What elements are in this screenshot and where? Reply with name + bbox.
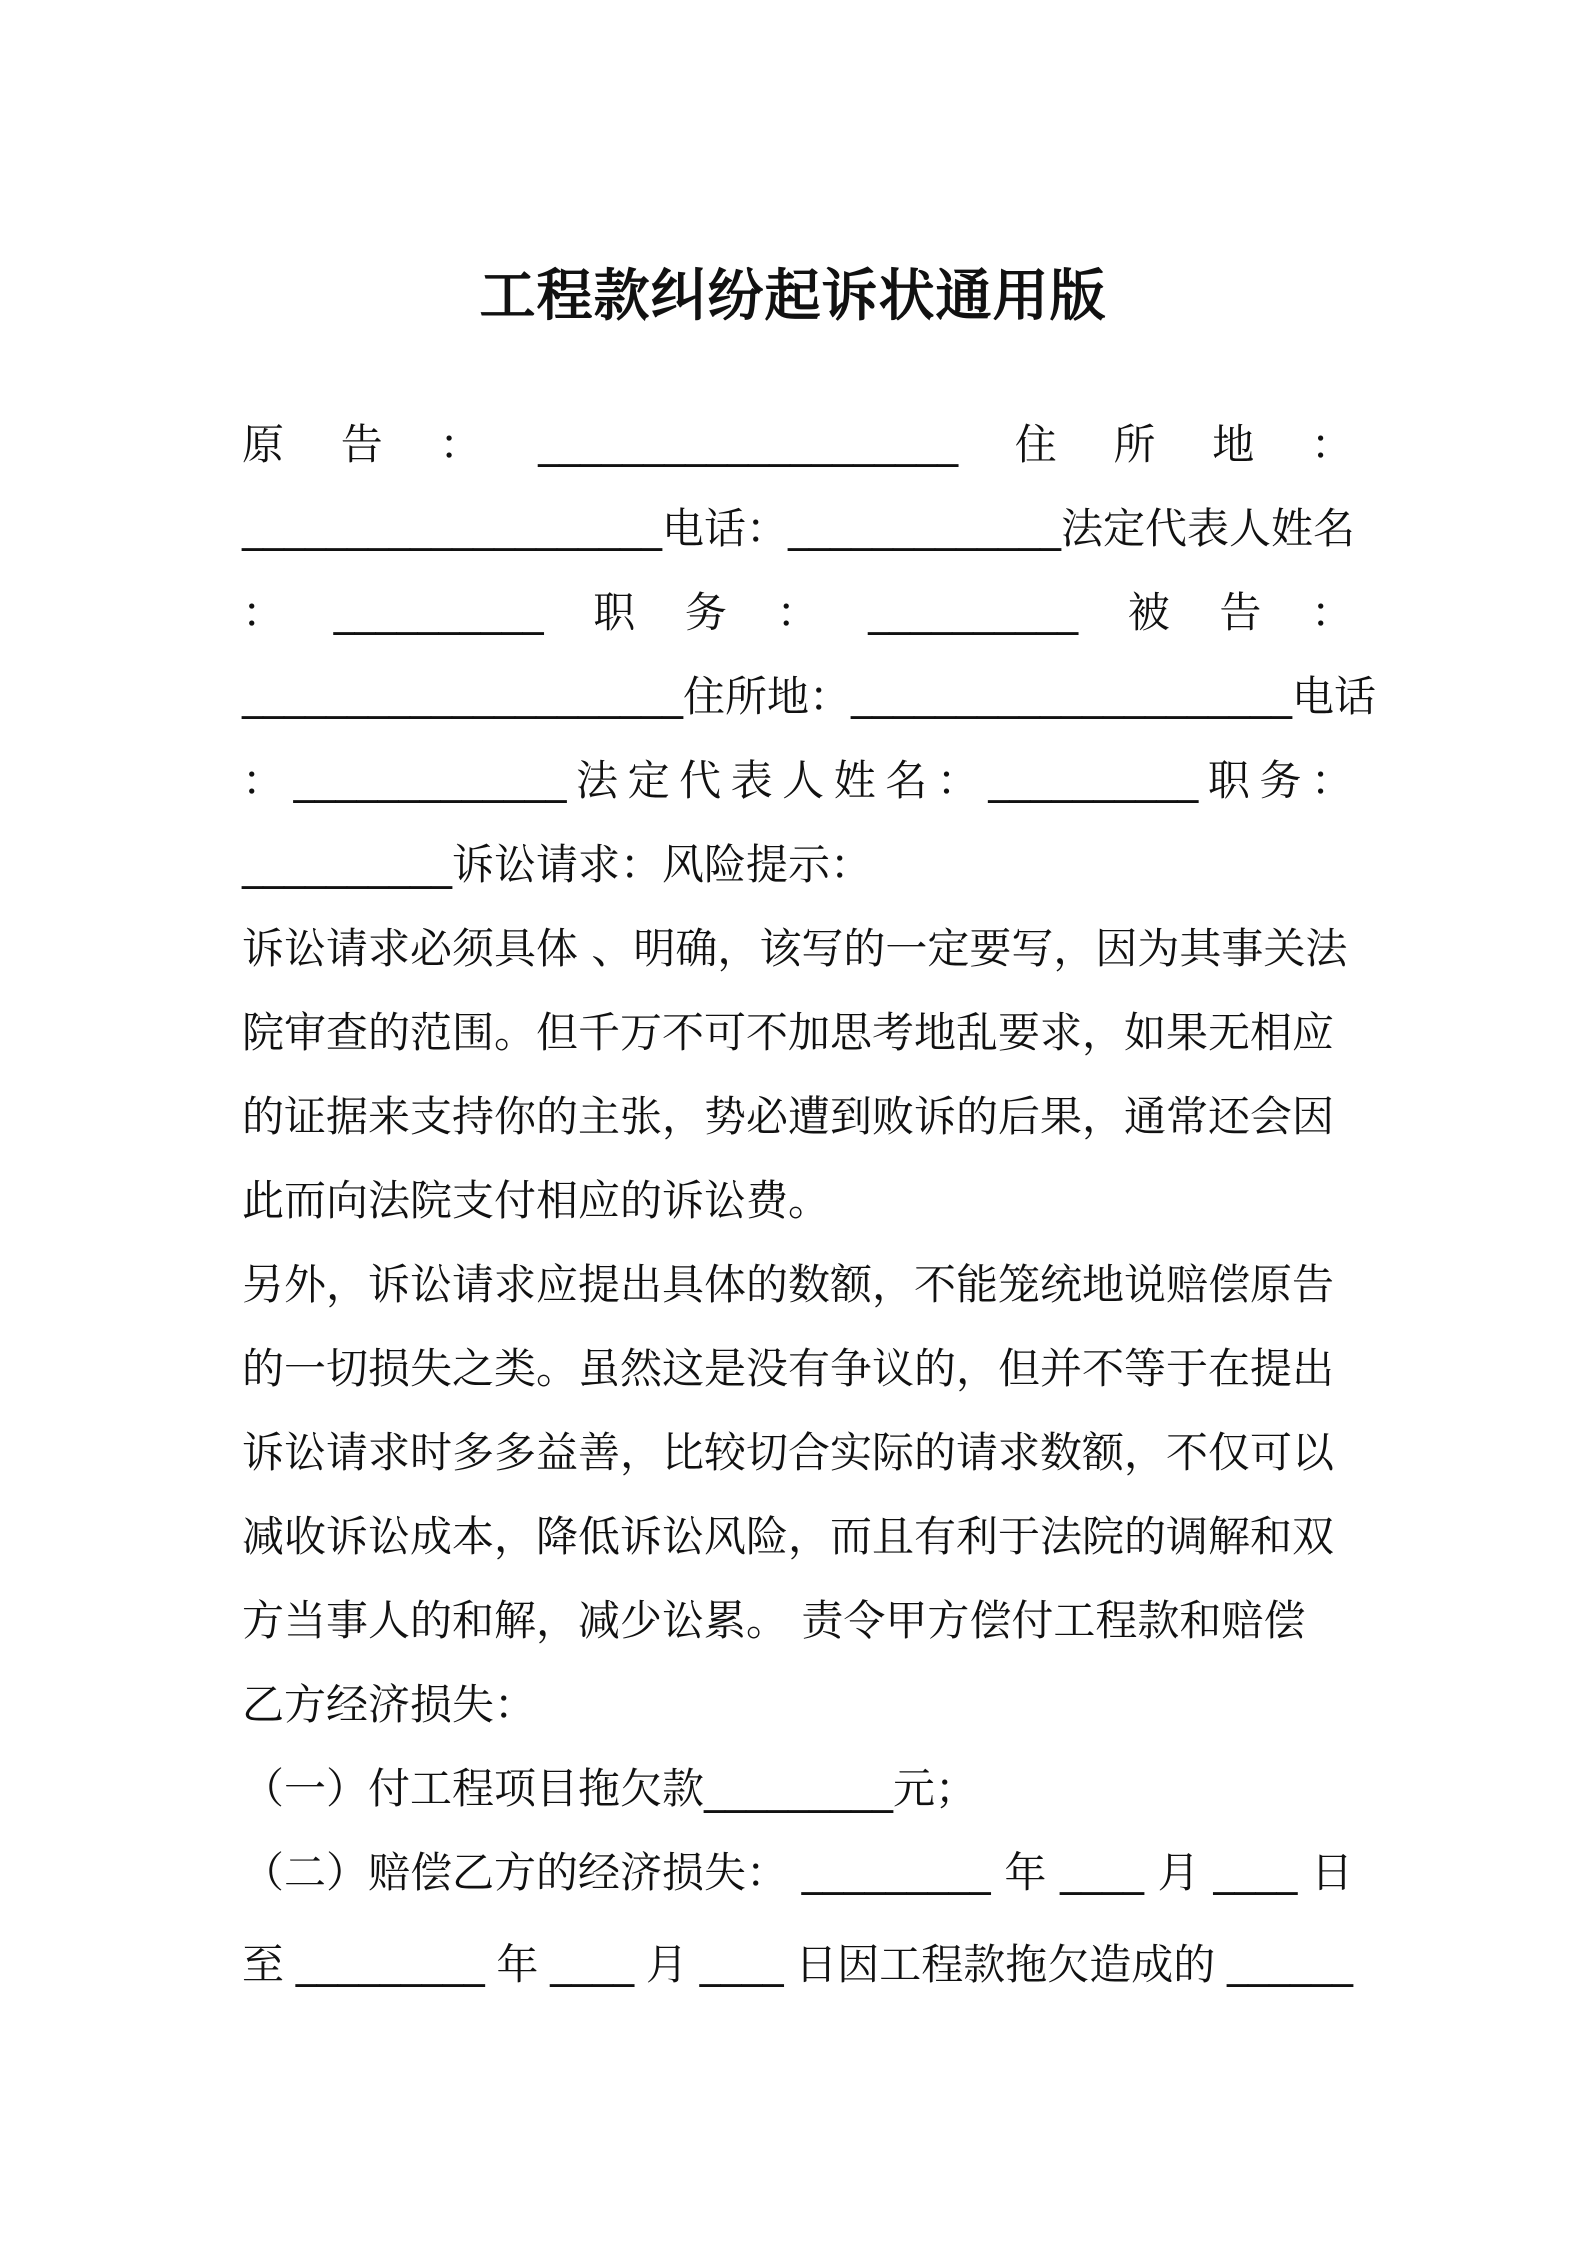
blank-line: _____________________ [851, 669, 1293, 719]
text-segment: __________诉讼请求：风险提示： [242, 840, 873, 889]
text-segment: 告 [1219, 588, 1262, 637]
document-line [242, 496, 1356, 556]
text-segment: 职 [593, 588, 636, 637]
blank-line: _________ [295, 1937, 485, 1987]
blank-line: ____ [1060, 1845, 1144, 1895]
text-segment: ： [242, 756, 285, 805]
paragraph-text: 诉讼请求时多多益善，比较切合实际的请求数额，不仅可以 [242, 1428, 1335, 1477]
text-segment: 电话 [1292, 672, 1377, 721]
blank-line: ____ [1213, 1845, 1298, 1895]
blank-line: __________ [868, 585, 1079, 635]
text-segment: 住 [1014, 420, 1057, 469]
document-line [242, 1252, 1353, 1312]
paragraph-text: 乙方经济损失： [242, 1680, 537, 1729]
text-segment: 至 [242, 1940, 285, 1989]
text-segment: 住所地： [683, 672, 852, 721]
text-segment: 日 [1310, 1848, 1353, 1897]
document-line [242, 748, 1353, 808]
document-line [242, 1084, 1353, 1144]
text-segment: 表 [730, 756, 773, 805]
paragraph-text: 方当事人的和解，减少讼累。 责令甲方偿付工程款和赔偿 [242, 1596, 1306, 1645]
claim-item-one: （一）付工程项目拖欠款_________元； [242, 1764, 978, 1813]
text-segment: 月 [1157, 1848, 1200, 1897]
text-segment: 原 [242, 420, 285, 469]
text-segment: 职 [1207, 756, 1250, 805]
text-segment: 告 [340, 420, 383, 469]
document-line [242, 580, 1353, 640]
paragraph-text: 的证据来支持你的主张，势必遭到败诉的后果，通常还会因 [242, 1092, 1335, 1141]
text-segment: 被 [1127, 588, 1170, 637]
text-segment: 名 [885, 756, 928, 805]
paragraph-text: 院审查的范围。但千万不可不加思考地乱要求，如果无相应 [242, 1008, 1335, 1057]
blank-line: _____________ [293, 753, 567, 803]
blank-line: ______ [1226, 1937, 1353, 1987]
document-title: 工程款纠纷起诉状通用版 [479, 264, 1107, 329]
document-line [242, 1756, 1353, 1816]
text-segment: 人 [782, 756, 825, 805]
blank-line: __________ [333, 585, 544, 635]
claim-item-two: （二）赔偿乙方的经济损失： [242, 1848, 789, 1897]
text-segment: 地 [1212, 420, 1255, 469]
blank-line: _____________ [788, 501, 1062, 551]
text-segment: 法 [576, 756, 619, 805]
blank-line: __________ [988, 753, 1199, 803]
blank-line: ____ [550, 1937, 635, 1987]
document-line [242, 1672, 1353, 1732]
text-segment: 日因工程款拖欠造成的 [795, 1940, 1216, 1989]
text-segment: 法定代表人姓名 [1061, 504, 1356, 553]
text-segment: 代 [679, 756, 722, 805]
paragraph-text: 另外，诉讼请求应提出具体的数额，不能笼统地说赔偿原告 [242, 1260, 1335, 1309]
blank-line: _________ [801, 1845, 991, 1895]
text-segment: 务 [1259, 756, 1302, 805]
blank-line: ____________________ [242, 501, 662, 551]
document-line [242, 916, 1353, 976]
text-segment: 年 [496, 1940, 539, 1989]
text-segment: 定 [627, 756, 670, 805]
document-line [242, 664, 1377, 724]
document-line [242, 1420, 1353, 1480]
text-segment: ： [242, 588, 285, 637]
text-segment: ： [776, 588, 819, 637]
text-segment: 电话： [662, 504, 789, 553]
paragraph-text: 诉讼请求必须具体 、明确，该写的一定要写，因为其事关法 [242, 924, 1348, 973]
document-line [242, 1840, 1353, 1900]
blank-line: _____________________ [242, 669, 683, 719]
document-line [242, 1932, 1353, 1992]
text-segment: 姓 [833, 756, 876, 805]
text-segment: ： [439, 420, 482, 469]
blank-line: ____ [699, 1937, 784, 1987]
document-line [242, 832, 1353, 892]
text-segment: ： [1310, 588, 1353, 637]
text-segment: 务 [684, 588, 727, 637]
paragraph-text: 减收诉讼成本，降低诉讼风险，而且有利于法院的调解和双 [242, 1512, 1335, 1561]
text-segment: ： [1310, 756, 1353, 805]
text-segment: 年 [1004, 1848, 1047, 1897]
text-segment: 月 [645, 1940, 688, 1989]
text-segment: ： [936, 756, 979, 805]
blank-line: ____________________ [538, 417, 959, 467]
document-line [242, 1336, 1353, 1396]
text-segment: ： [1310, 420, 1353, 469]
document-line [242, 412, 1353, 472]
document-line [242, 1588, 1353, 1648]
document-line [242, 1504, 1353, 1564]
paragraph-text: 的一切损失之类。虽然这是没有争议的，但并不等于在提出 [242, 1344, 1335, 1393]
paragraph-text: 此而向法院支付相应的诉讼费。 [242, 1176, 831, 1225]
document-line [242, 1000, 1353, 1060]
document-line [242, 1168, 1353, 1228]
text-segment: 所 [1113, 420, 1156, 469]
